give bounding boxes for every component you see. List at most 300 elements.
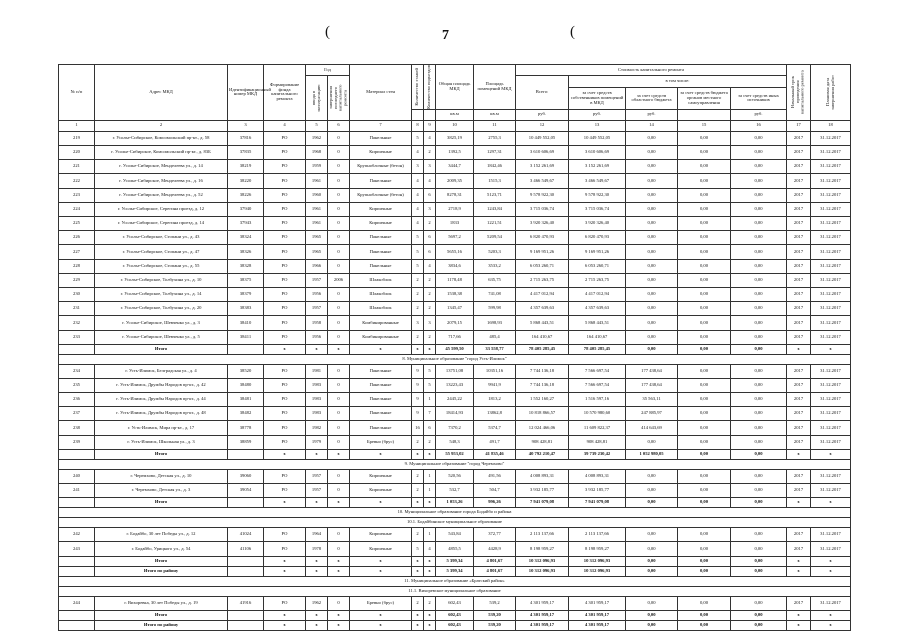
table-cell: 4 bbox=[412, 217, 424, 231]
table-cell: 18414,93 bbox=[436, 407, 474, 421]
table-cell: Панельные bbox=[350, 364, 412, 378]
table-cell: 5374,7 bbox=[474, 421, 516, 435]
table-cell: 0,00 bbox=[731, 378, 787, 392]
table-cell bbox=[228, 344, 264, 354]
table-cell: 31.12.2017 bbox=[811, 146, 851, 160]
table-cell: Панельные bbox=[350, 378, 412, 392]
table-cell: x bbox=[306, 498, 328, 508]
table-cell: 13862,8 bbox=[474, 407, 516, 421]
table-cell: 1962 bbox=[306, 596, 328, 610]
table-cell: г. Усолье-Сибирское, Толбухина ул., д. 14 bbox=[95, 287, 228, 301]
table-cell: 0,00 bbox=[731, 131, 787, 145]
table-cell: 0 bbox=[328, 217, 350, 231]
table-cell: 31.12.2017 bbox=[811, 435, 851, 449]
table-cell: 40 792 210,47 bbox=[516, 449, 569, 459]
table-cell: Шлакоблок bbox=[350, 287, 412, 301]
table-cell: 0,00 bbox=[731, 393, 787, 407]
table-cell: 11 609 822,37 bbox=[569, 421, 626, 435]
table-cell: 0,00 bbox=[678, 421, 731, 435]
table-cell: 31.12.2017 bbox=[811, 174, 851, 188]
table-cell: 1813,2 bbox=[474, 393, 516, 407]
table-cell: 232 bbox=[59, 316, 95, 330]
table-cell: 31.12.2017 bbox=[811, 364, 851, 378]
col-n-header: № п/п bbox=[59, 65, 95, 121]
table-cell: 0 bbox=[328, 146, 350, 160]
table-cell: 0,00 bbox=[731, 330, 787, 344]
table-cell: 38480 bbox=[228, 378, 264, 392]
table-cell: Кирпичные bbox=[350, 146, 412, 160]
table-cell: Шлакоблок bbox=[350, 273, 412, 287]
table-cell: 241 bbox=[59, 484, 95, 498]
table-cell: x bbox=[412, 556, 424, 566]
table-cell: x bbox=[811, 498, 851, 508]
table-cell: 1962 bbox=[306, 131, 328, 145]
table-cell: 635,75 bbox=[474, 273, 516, 287]
table-cell: 0,00 bbox=[731, 620, 787, 630]
table-cell: 222 bbox=[59, 174, 95, 188]
column-number: 7 bbox=[350, 120, 412, 131]
table-cell: 243 bbox=[59, 542, 95, 556]
total-row bbox=[59, 610, 851, 620]
table-cell: г. Бодайбо, 30 лет Победы ул., д. 12 bbox=[95, 528, 228, 542]
table-cell bbox=[59, 344, 95, 354]
table-cell: 0,00 bbox=[731, 231, 787, 245]
table-cell: 230 bbox=[59, 287, 95, 301]
table-cell: 0 bbox=[328, 131, 350, 145]
table-cell: 2 113 137,66 bbox=[569, 528, 626, 542]
table-cell: 38411 bbox=[228, 330, 264, 344]
table-cell: 244 bbox=[59, 596, 95, 610]
table-cell: 9 578 922,30 bbox=[516, 188, 569, 202]
table-cell: 2017 bbox=[787, 364, 811, 378]
table-cell: 3 bbox=[424, 316, 436, 330]
table-cell: x bbox=[424, 449, 436, 459]
table-cell: 543,84 bbox=[436, 528, 474, 542]
col-fund-header: Формирование фонда капитального ремонта bbox=[264, 65, 306, 121]
table-cell: 4 801,67 bbox=[474, 566, 516, 576]
table-cell: 1961 bbox=[306, 174, 328, 188]
page-number: 7 bbox=[442, 28, 449, 43]
table-cell: г. Усолье-Сибирское, Менделеева ул., д. 52 bbox=[95, 188, 228, 202]
table-cell: 13223,43 bbox=[436, 378, 474, 392]
table-cell: 2 bbox=[424, 273, 436, 287]
table-cell: x bbox=[811, 344, 851, 354]
table-cell: Кирпичные bbox=[350, 202, 412, 216]
table-cell: 0,00 bbox=[678, 287, 731, 301]
table-cell: 0,00 bbox=[626, 231, 678, 245]
table-cell: г. Усолье-Сибирское, Комсомольский пр-кт., д. 58 bbox=[95, 131, 228, 145]
table-cell: 0,00 bbox=[626, 566, 678, 576]
table-cell: 7370,2 bbox=[436, 421, 474, 435]
table-cell: 520,56 bbox=[436, 469, 474, 483]
col-other-header: за счет средств иных источников bbox=[731, 87, 787, 109]
table-cell: 4 357 639,63 bbox=[516, 302, 569, 316]
table-cell: 0 bbox=[328, 188, 350, 202]
table-cell: 7 941 079,08 bbox=[516, 498, 569, 508]
table-cell: Итого bbox=[95, 344, 228, 354]
section-row bbox=[59, 459, 851, 469]
table-cell: 4 301 959,17 bbox=[516, 610, 569, 620]
total-row bbox=[59, 556, 851, 566]
table-cell: 242 bbox=[59, 528, 95, 542]
table-cell: 0,00 bbox=[626, 160, 678, 174]
table-cell: 2 bbox=[412, 302, 424, 316]
table-cell: Итого по району bbox=[95, 566, 228, 576]
table-cell: г. Усть-Илимск, Школьная ул., д. 3 bbox=[95, 435, 228, 449]
table-cell: 5 399,34 bbox=[436, 566, 474, 576]
table-cell: 5 bbox=[424, 364, 436, 378]
table-cell: РО bbox=[264, 378, 306, 392]
table-cell: 3 bbox=[424, 202, 436, 216]
table-cell: 0 bbox=[328, 316, 350, 330]
table-cell: x bbox=[264, 344, 306, 354]
section-row bbox=[59, 586, 851, 596]
table-cell: 0,00 bbox=[678, 160, 731, 174]
table-cell: 2017 bbox=[787, 146, 811, 160]
table-cell: 3 bbox=[424, 160, 436, 174]
table-cell: 1345,47 bbox=[436, 302, 474, 316]
table-cell: 2 bbox=[412, 596, 424, 610]
table-cell: 0,00 bbox=[678, 610, 731, 620]
table-cell: 2 bbox=[424, 302, 436, 316]
table-cell: 0,00 bbox=[678, 596, 731, 610]
table-cell: 0,00 bbox=[626, 217, 678, 231]
table-cell: Кирпичные bbox=[350, 528, 412, 542]
table-cell: 8 198 959,27 bbox=[569, 542, 626, 556]
table-cell: 2017 bbox=[787, 421, 811, 435]
col-end-header: Плановая дата завершения работ bbox=[824, 74, 835, 110]
table-cell: 1833 bbox=[436, 217, 474, 231]
col-regional-header: за счет средств областного бюджета bbox=[626, 87, 678, 109]
table-cell: РО bbox=[264, 542, 306, 556]
table-cell: 1 052 980,05 bbox=[626, 449, 678, 459]
table-cell: 0,00 bbox=[626, 344, 678, 354]
table-cell: 0,00 bbox=[678, 131, 731, 145]
table-cell: 2017 bbox=[787, 469, 811, 483]
table-cell: 1538,38 bbox=[436, 287, 474, 301]
table-cell: 177 438,64 bbox=[626, 364, 678, 378]
table-cell: 6 053 260,71 bbox=[516, 259, 569, 273]
table-cell: 4 bbox=[412, 146, 424, 160]
table-cell: 1959 bbox=[306, 160, 328, 174]
table-cell: 5 bbox=[412, 259, 424, 273]
table-cell: РО bbox=[264, 435, 306, 449]
table-cell: 2445,22 bbox=[436, 393, 474, 407]
table-cell: 31.12.2017 bbox=[811, 287, 851, 301]
table-cell: 6 820 470,93 bbox=[516, 231, 569, 245]
section-title: 11.1. Вихоревское муниципальное образование bbox=[59, 586, 851, 596]
unit-regional: руб. bbox=[626, 109, 678, 120]
table-cell: 0,00 bbox=[626, 245, 678, 259]
table-cell: 7 744 136,18 bbox=[516, 378, 569, 392]
column-number: 5 bbox=[306, 120, 328, 131]
table-cell: 1 bbox=[424, 528, 436, 542]
table-cell: x bbox=[328, 566, 350, 576]
table-cell: 4428,9 bbox=[474, 542, 516, 556]
table-cell: 0,00 bbox=[626, 542, 678, 556]
table-cell: 0,00 bbox=[626, 528, 678, 542]
table-cell: 38226 bbox=[228, 188, 264, 202]
table-cell: 226 bbox=[59, 231, 95, 245]
table-cell: 31.12.2017 bbox=[811, 259, 851, 273]
table-cell: 6 820 470,93 bbox=[569, 231, 626, 245]
table-cell: 33 558,77 bbox=[474, 344, 516, 354]
col-material-header: Материал стен bbox=[350, 65, 412, 121]
table-cell: 717,66 bbox=[436, 330, 474, 344]
table-cell: г. Усть-Илимск, Белградская ул., д. 4 bbox=[95, 364, 228, 378]
table-cell: 5 bbox=[412, 231, 424, 245]
table-cell: 12 024 466,06 bbox=[516, 421, 569, 435]
table-cell: 3444,7 bbox=[436, 160, 474, 174]
table-cell: РО bbox=[264, 330, 306, 344]
table-cell: 908 428,81 bbox=[516, 435, 569, 449]
table-cell: 0,00 bbox=[731, 484, 787, 498]
table-cell: 38778 bbox=[228, 421, 264, 435]
table-cell: 0 bbox=[328, 469, 350, 483]
table-cell: x bbox=[424, 344, 436, 354]
table-cell: 0 bbox=[328, 528, 350, 542]
table-cell: 2 113 137,66 bbox=[516, 528, 569, 542]
table-cell: 2009,35 bbox=[436, 174, 474, 188]
table-cell: x bbox=[328, 610, 350, 620]
table-cell: 35 563,11 bbox=[626, 393, 678, 407]
table-cell: г. Усолье-Сибирское, Стопани ул., д. 55 bbox=[95, 259, 228, 273]
table-cell: 0,00 bbox=[626, 498, 678, 508]
table-cell: 1243,84 bbox=[474, 202, 516, 216]
table-cell: 1983 bbox=[306, 393, 328, 407]
table-cell: г. Усть-Илимск, Дружбы Народов пр-кт., д. 44 bbox=[95, 393, 228, 407]
col-total-area-header: Общая площадь МКД bbox=[436, 65, 474, 110]
table-cell: 5 bbox=[412, 245, 424, 259]
table-cell: 2017 bbox=[787, 542, 811, 556]
table-cell: г. Усть-Илимск, Мира пр-кт., д. 17 bbox=[95, 421, 228, 435]
table-cell: 221 bbox=[59, 160, 95, 174]
table-cell: 8278,31 bbox=[436, 188, 474, 202]
table-cell: 3 715 036,74 bbox=[516, 202, 569, 216]
table-cell: 2 bbox=[424, 146, 436, 160]
table-cell: г. Усолье-Сибирское, Менделеева ул., д. 16 bbox=[95, 174, 228, 188]
table-cell: 5697,2 bbox=[436, 231, 474, 245]
table-cell: x bbox=[350, 344, 412, 354]
table-cell: 3 715 036,74 bbox=[569, 202, 626, 216]
table-cell: 1 053,26 bbox=[436, 498, 474, 508]
table-cell: 2017 bbox=[787, 245, 811, 259]
table-cell: x bbox=[424, 556, 436, 566]
table-cell: 31.12.2017 bbox=[811, 330, 851, 344]
table-cell: 1965 bbox=[306, 231, 328, 245]
table-cell: 1957 bbox=[306, 469, 328, 483]
table-cell: 7 566 697,54 bbox=[569, 364, 626, 378]
unit-total-area: кв.м bbox=[436, 109, 474, 120]
table-cell: 0,00 bbox=[731, 556, 787, 566]
table-cell: 1515,3 bbox=[474, 174, 516, 188]
table-cell: РО bbox=[264, 421, 306, 435]
table-cell: 236 bbox=[59, 393, 95, 407]
table-cell: x bbox=[264, 620, 306, 630]
table-cell: 0,00 bbox=[626, 273, 678, 287]
table-cell: 485,4 bbox=[474, 330, 516, 344]
table-cell: 31.12.2017 bbox=[811, 528, 851, 542]
table-cell bbox=[59, 498, 95, 508]
table-cell: 0,00 bbox=[626, 556, 678, 566]
table-cell: 0 bbox=[328, 330, 350, 344]
table-cell: 13751,08 bbox=[436, 364, 474, 378]
table-row bbox=[59, 245, 851, 259]
table-row bbox=[59, 330, 851, 344]
table-cell: x bbox=[350, 498, 412, 508]
table-cell: Кирпичные bbox=[350, 542, 412, 556]
table-cell: 0,00 bbox=[731, 435, 787, 449]
table-cell: 5203,3 bbox=[474, 245, 516, 259]
table-cell: 9941,9 bbox=[474, 378, 516, 392]
table-cell: 45 599,50 bbox=[436, 344, 474, 354]
table-cell: x bbox=[424, 610, 436, 620]
table-cell: 4 bbox=[412, 188, 424, 202]
table-cell: 7 bbox=[424, 407, 436, 421]
table-cell: 2017 bbox=[787, 202, 811, 216]
col-premises-area-header: Площадь помещений МКД bbox=[474, 65, 516, 110]
table-cell: 38520 bbox=[228, 364, 264, 378]
table-cell: 1964 bbox=[306, 528, 328, 542]
table-cell: 38383 bbox=[228, 302, 264, 316]
table-cell: Итого bbox=[95, 498, 228, 508]
col-id-header: Идентификационный номер МКД bbox=[228, 65, 264, 121]
table-cell: x bbox=[328, 498, 350, 508]
table-cell: 0,00 bbox=[626, 316, 678, 330]
column-number: 16 bbox=[731, 120, 787, 131]
table-cell: 0 bbox=[328, 245, 350, 259]
table-cell: Крупноблочные (бетон) bbox=[350, 160, 412, 174]
table-cell: 5 bbox=[412, 131, 424, 145]
table-cell: 0 bbox=[328, 542, 350, 556]
table-cell: РО bbox=[264, 393, 306, 407]
unit-owners: руб. bbox=[569, 109, 626, 120]
table-cell: 0,00 bbox=[626, 469, 678, 483]
total-row bbox=[59, 566, 851, 576]
table-cell: 0,00 bbox=[678, 393, 731, 407]
table-cell: 0 bbox=[328, 302, 350, 316]
table-cell: 532,7 bbox=[436, 484, 474, 498]
table-cell: 2 bbox=[424, 287, 436, 301]
table-cell: 2017 bbox=[787, 131, 811, 145]
table-cell: 414 643,69 bbox=[626, 421, 678, 435]
table-cell: г. Усть-Илимск, Дружбы Народов пр-кт., д. 42 bbox=[95, 378, 228, 392]
table-cell: 1 bbox=[424, 393, 436, 407]
table-cell: 31.12.2017 bbox=[811, 469, 851, 483]
table-cell: 39060 bbox=[228, 469, 264, 483]
table-cell: 599,98 bbox=[474, 302, 516, 316]
table-cell: 0,00 bbox=[731, 407, 787, 421]
table-cell: 0 bbox=[328, 407, 350, 421]
table-cell: 240 bbox=[59, 469, 95, 483]
table-cell: 2017 bbox=[787, 316, 811, 330]
table-cell: г. Усолье-Сибирское, Менделеева ул., д. 14 bbox=[95, 160, 228, 174]
total-row bbox=[59, 344, 851, 354]
table-cell: 0,00 bbox=[731, 344, 787, 354]
table-row bbox=[59, 393, 851, 407]
table-cell: 0,00 bbox=[678, 146, 731, 160]
table-cell: 38481 bbox=[228, 393, 264, 407]
table-cell: 234 bbox=[59, 364, 95, 378]
column-number: 18 bbox=[811, 120, 851, 131]
col-incl-header: в том числе: bbox=[569, 76, 787, 88]
table-cell: x bbox=[424, 498, 436, 508]
table-cell: 38859 bbox=[228, 435, 264, 449]
table-cell: 0,00 bbox=[731, 316, 787, 330]
table-cell: 1957 bbox=[306, 273, 328, 287]
table-cell: 0,00 bbox=[626, 259, 678, 273]
table-cell: РО bbox=[264, 364, 306, 378]
table-cell: 0,00 bbox=[626, 202, 678, 216]
table-cell: 2755,3 bbox=[474, 131, 516, 145]
table-cell: 3 610 606,69 bbox=[516, 146, 569, 160]
table-cell: 31.12.2017 bbox=[811, 273, 851, 287]
table-cell: 0,00 bbox=[626, 620, 678, 630]
col-year-commission-header: ввода в эксплуатацию bbox=[310, 84, 321, 112]
table-cell: 0,00 bbox=[678, 378, 731, 392]
table-cell: 2079,15 bbox=[436, 316, 474, 330]
table-cell: 2 bbox=[424, 330, 436, 344]
table-cell: Шлакоблок bbox=[350, 302, 412, 316]
table-cell: 1968 bbox=[306, 146, 328, 160]
col-entrances-header: Количество подъездов bbox=[426, 65, 432, 109]
table-cell: 0,00 bbox=[678, 620, 731, 630]
table-cell: 37835 bbox=[228, 146, 264, 160]
table-cell: 177 438,64 bbox=[626, 378, 678, 392]
table-cell: г. Черемхово, Детская ул., д. 10 bbox=[95, 469, 228, 483]
table-cell: 1966 bbox=[306, 259, 328, 273]
column-number: 11 bbox=[474, 120, 516, 131]
table-cell: 39054 bbox=[228, 484, 264, 498]
table-cell bbox=[228, 620, 264, 630]
col-owners-header: за счет средств собственников помещений в МКД bbox=[569, 87, 626, 109]
table-cell: 2017 bbox=[787, 231, 811, 245]
table-cell: x bbox=[811, 566, 851, 576]
table-cell: г. Бодайбо, Урицкого ул., д. 54 bbox=[95, 542, 228, 556]
table-cell: 6 bbox=[424, 231, 436, 245]
table-row bbox=[59, 160, 851, 174]
page-mark-left: ( bbox=[325, 24, 330, 40]
table-cell: 908 428,81 bbox=[569, 435, 626, 449]
table-cell: 38326 bbox=[228, 245, 264, 259]
table-cell: 31.12.2017 bbox=[811, 421, 851, 435]
capital-repair-table bbox=[58, 64, 851, 631]
column-numbers-row bbox=[59, 120, 851, 131]
table-cell: 31.12.2017 bbox=[811, 316, 851, 330]
table-cell: 741,08 bbox=[474, 287, 516, 301]
section-row bbox=[59, 576, 851, 586]
table-cell: 38410 bbox=[228, 316, 264, 330]
table-cell: Панельные bbox=[350, 421, 412, 435]
table-cell: 2718,9 bbox=[436, 202, 474, 216]
table-cell: 38379 bbox=[228, 287, 264, 301]
table-cell: 2017 bbox=[787, 528, 811, 542]
table-cell: Кирпичные bbox=[350, 217, 412, 231]
table-cell: x bbox=[350, 449, 412, 459]
table-cell: 6 bbox=[424, 421, 436, 435]
table-cell: x bbox=[264, 610, 306, 620]
table-cell: x bbox=[328, 620, 350, 630]
table-cell: 372,77 bbox=[474, 528, 516, 542]
table-cell: x bbox=[787, 449, 811, 459]
table-row bbox=[59, 302, 851, 316]
table-cell: 1 bbox=[424, 484, 436, 498]
table-cell: 16 bbox=[412, 421, 424, 435]
table-cell: 0,00 bbox=[678, 259, 731, 273]
table-cell: x bbox=[264, 566, 306, 576]
table-cell: x bbox=[306, 556, 328, 566]
table-cell: 1956 bbox=[306, 330, 328, 344]
